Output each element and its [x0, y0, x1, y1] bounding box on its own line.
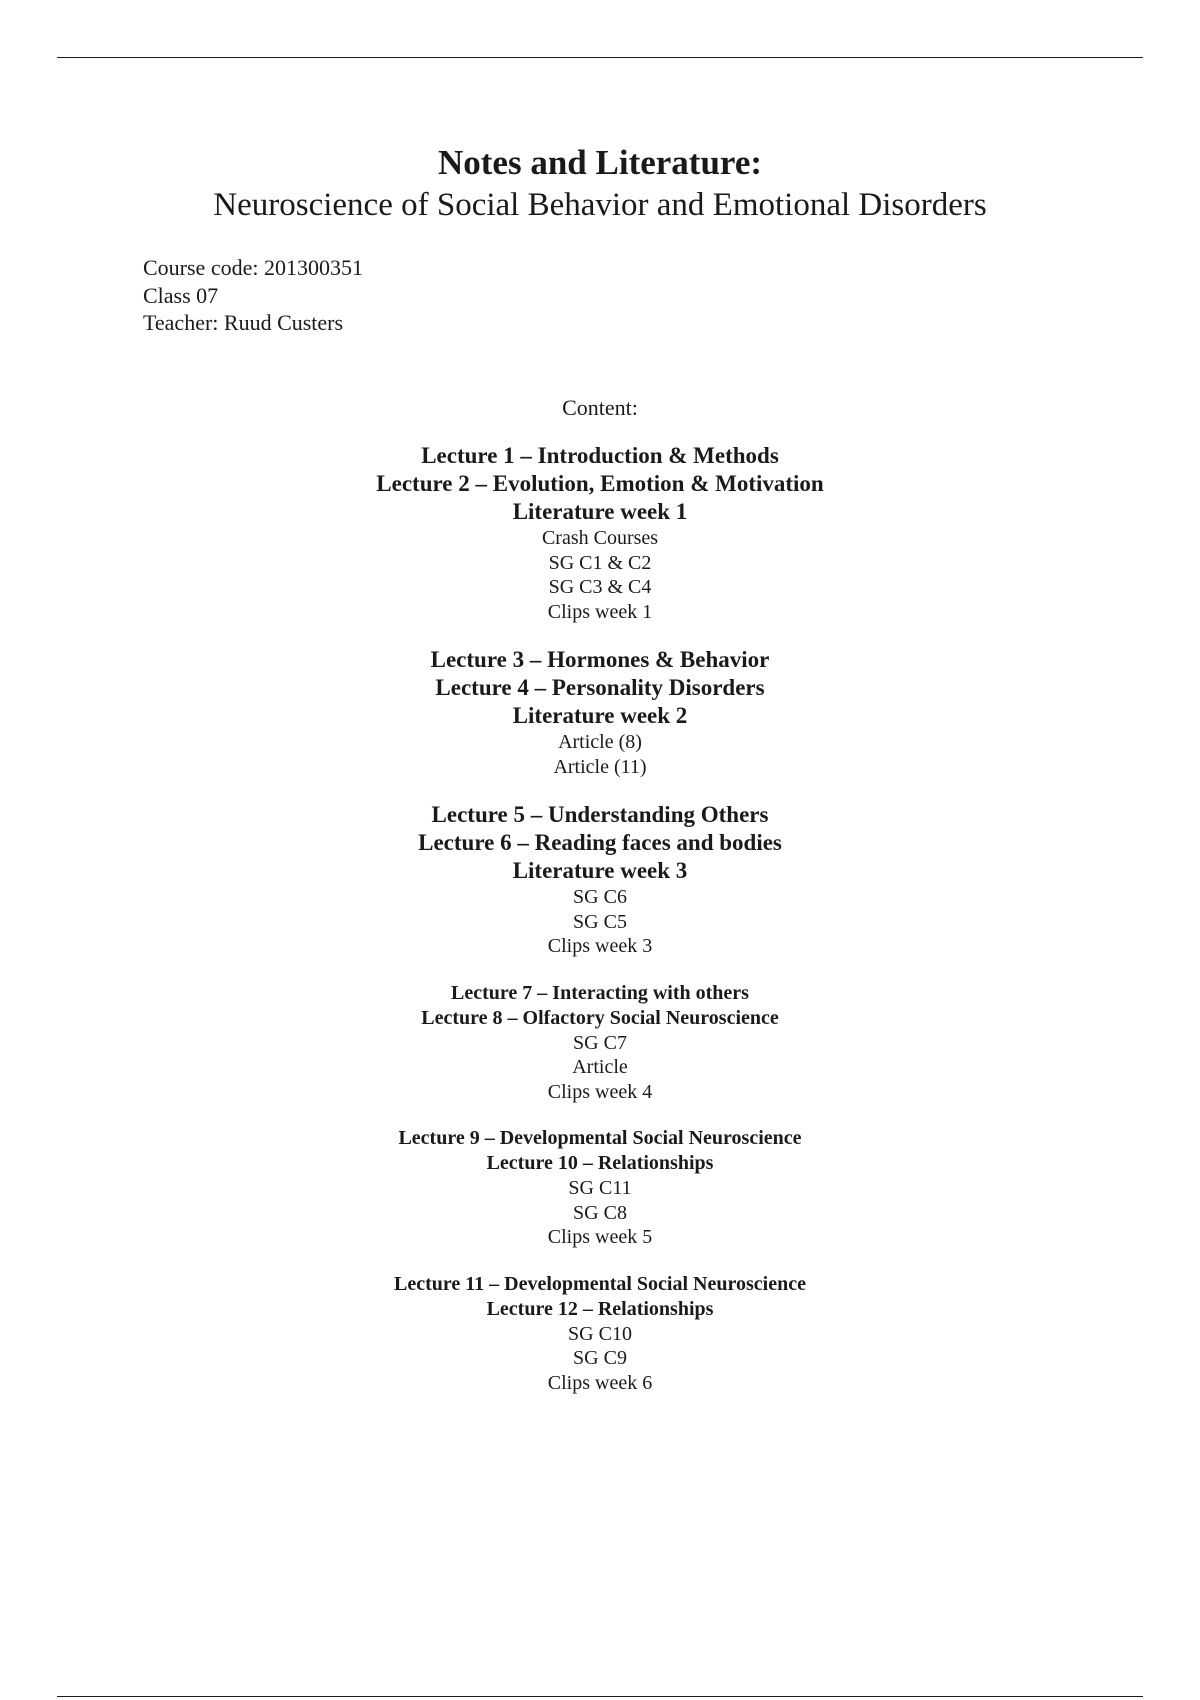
group-item: Clips week 5	[547, 1226, 653, 1248]
title-block	[0, 141, 1200, 225]
document-title: Notes and Literature:	[437, 143, 763, 182]
teacher-name: Teacher: Ruud Custers	[143, 310, 344, 335]
group-heading: Lecture 2 – Evolution, Emotion & Motivation	[376, 471, 824, 496]
course-code: Course code: 201300351	[143, 255, 363, 280]
group-item: Crash Courses	[541, 527, 659, 549]
content-group-week-1	[0, 442, 1200, 624]
group-heading: Lecture 1 – Introduction & Methods	[421, 443, 779, 468]
content-group-week-4	[0, 981, 1200, 1105]
group-item: SG C8	[573, 1201, 627, 1224]
group-heading: Lecture 10 – Relationships	[486, 1152, 714, 1174]
group-item: Clips week 3	[547, 935, 653, 957]
content-group-week-2	[0, 646, 1200, 779]
group-heading: Lecture 11 – Developmental Social Neuroscience	[394, 1272, 806, 1295]
content-group-week-5	[0, 1126, 1200, 1250]
course-info	[143, 254, 363, 337]
content-group-week-6	[0, 1272, 1200, 1396]
group-item: Article (8)	[558, 731, 642, 753]
group-item: Clips week 4	[547, 1080, 653, 1103]
group-heading: Lecture 6 – Reading faces and bodies	[418, 830, 782, 855]
footer-rule	[57, 1696, 1143, 1697]
group-heading: Lecture 4 – Personality Disorders	[435, 675, 765, 700]
document-subtitle: Neuroscience of Social Behavior and Emotional Disorders	[213, 187, 987, 223]
group-item: SG C5	[573, 910, 627, 933]
table-of-contents	[0, 394, 1200, 1417]
group-item: SG C6	[573, 886, 627, 908]
header-rule	[57, 57, 1143, 58]
content-group-week-3	[0, 801, 1200, 959]
group-item: SG C10	[568, 1322, 632, 1345]
group-item: Article	[572, 1056, 628, 1078]
group-item: SG C1 & C2	[548, 551, 652, 574]
group-item: Clips week 6	[547, 1371, 653, 1394]
group-item: SG C7	[573, 1031, 627, 1054]
group-item: SG C11	[568, 1177, 632, 1199]
group-heading: Literature week 1	[512, 499, 688, 524]
group-item: SG C9	[573, 1347, 627, 1369]
group-item: Article (11)	[553, 755, 647, 778]
group-item: Clips week 1	[547, 600, 653, 623]
group-item: SG C3 & C4	[548, 576, 652, 598]
group-heading: Lecture 7 – Interacting with others	[451, 981, 749, 1004]
group-heading: Lecture 8 – Olfactory Social Neuroscience	[421, 1006, 779, 1029]
class-number: Class 07	[143, 282, 219, 308]
group-heading: Lecture 3 – Hormones & Behavior	[430, 647, 770, 672]
group-heading: Literature week 2	[512, 703, 688, 728]
group-heading: Lecture 12 – Relationships	[486, 1297, 714, 1320]
contents-heading: Content:	[562, 395, 638, 420]
group-heading: Lecture 9 – Developmental Social Neuroscience	[398, 1127, 802, 1149]
group-heading: Literature week 3	[512, 858, 688, 883]
group-heading: Lecture 5 – Understanding Others	[431, 802, 769, 827]
